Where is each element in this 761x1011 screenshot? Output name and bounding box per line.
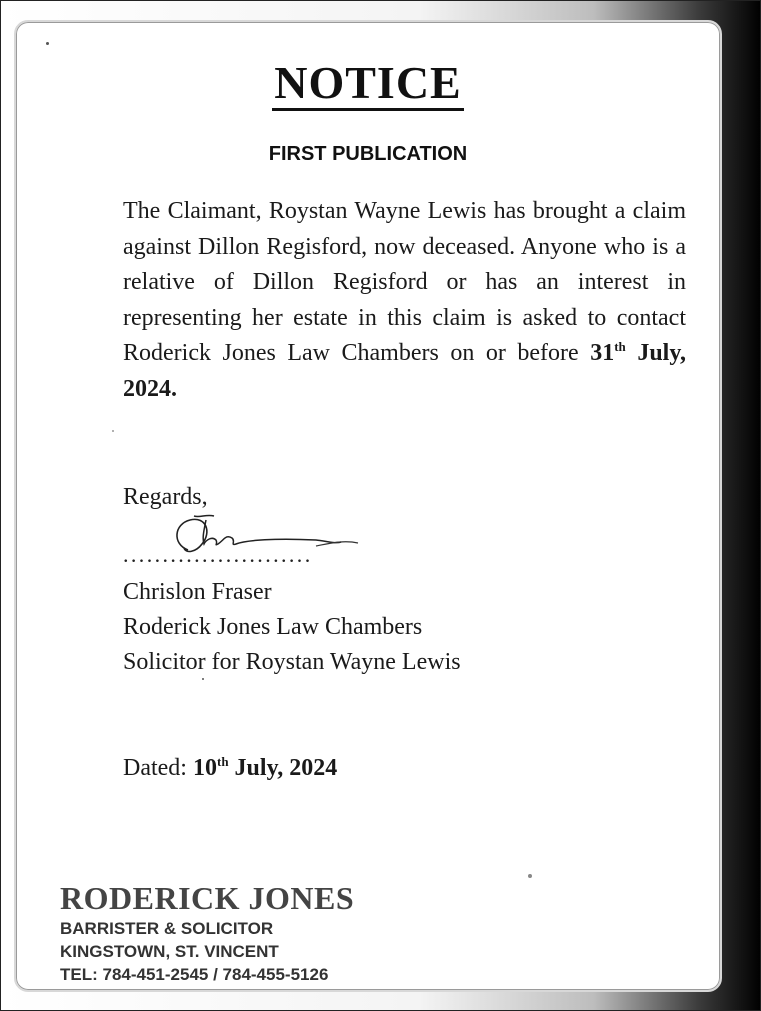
signatory-block bbox=[123, 575, 461, 680]
scan-speck bbox=[202, 678, 204, 680]
signatory-role: Solicitor for Roystan Wayne Lewis bbox=[123, 649, 461, 675]
scan-speck bbox=[528, 874, 532, 878]
publication-subtitle: FIRST PUBLICATION bbox=[268, 143, 468, 165]
scan-speck bbox=[112, 430, 114, 432]
deadline-date: 31th July, 2024. bbox=[123, 339, 687, 402]
regards-text: Regards, bbox=[123, 484, 208, 510]
stamp-location: KINGSTOWN, ST. VINCENT bbox=[60, 942, 279, 961]
stamp-firm-name: RODERICK JONES bbox=[60, 880, 355, 916]
scan-speck bbox=[46, 42, 49, 45]
signatory-name: Chrislon Fraser bbox=[123, 579, 272, 605]
stamp-title: BARRISTER & SOLICITOR bbox=[60, 919, 274, 938]
law-firm-stamp bbox=[60, 880, 354, 986]
notice-card bbox=[14, 20, 722, 992]
stamp-phone: TEL: 784-451-2545 / 784-455-5126 bbox=[60, 965, 329, 984]
notice-body-text: The Claimant, Roystan Wayne Lewis has brought a claim against Dillon Regisford, now deceased. Anyone who is a relative of Dillon Regisford or has an interest in representing her estate in this claim is asked to contact Roderick Jones Law Chambers on or before bbox=[123, 198, 686, 366]
notice-title: NOTICE bbox=[16, 56, 720, 111]
signatory-firm: Roderick Jones Law Chambers bbox=[123, 614, 423, 640]
notice-body bbox=[123, 194, 686, 407]
signature-line: ........................ bbox=[123, 542, 313, 567]
dated-date: 10th July, 2024 bbox=[192, 754, 338, 781]
signature-mark bbox=[166, 510, 376, 570]
dated-line: Dated: 10th July, 2024 bbox=[123, 754, 338, 781]
